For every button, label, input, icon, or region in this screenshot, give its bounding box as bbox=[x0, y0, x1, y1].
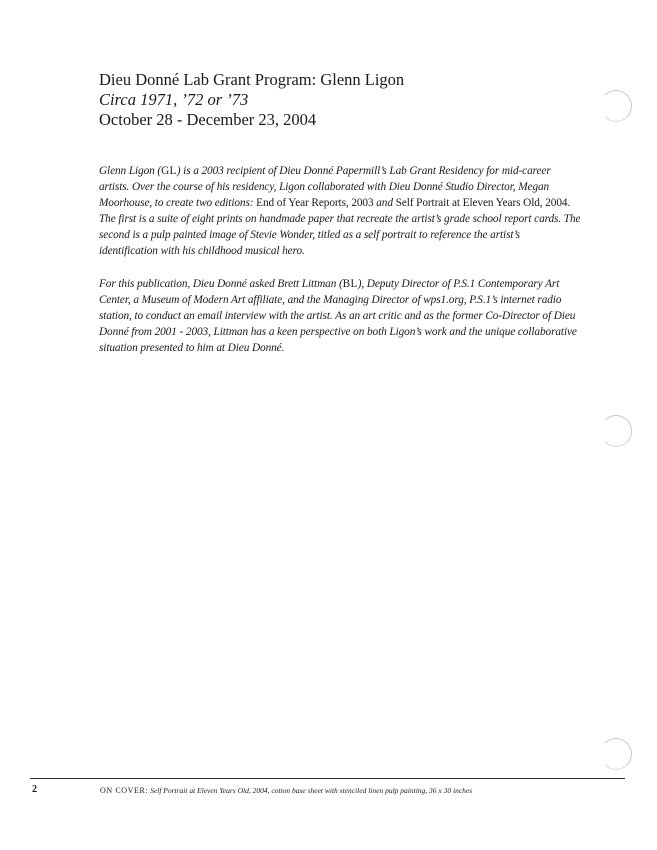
caption-label: ON COVER: bbox=[100, 786, 149, 795]
binder-hole-icon bbox=[600, 90, 632, 122]
page-title: Dieu Donné Lab Grant Program: Glenn Ligon bbox=[99, 70, 405, 89]
publication-paragraph: For this publication, Dieu Donné asked Brett Littman (BL), Deputy Director of P.S.1 Contemporary Art Center, a Museum of Modern Art affiliate, and the Managing Director of wps1.org, P.S.1’s internet radio station, to conduct an email interview with the artist. As an art critic and as the former Co-Director of Dieu Donné from 2001 - 2003, Littman has a keen perspective on both Ligon’s work and the unique collaborative situation presented to him at Dieu Donné. bbox=[99, 278, 577, 354]
exhibition-dates: October 28 - December 23, 2004 bbox=[99, 110, 317, 129]
binder-hole-icon bbox=[600, 738, 632, 770]
page-header bbox=[99, 70, 404, 130]
page-number: 2 bbox=[32, 784, 37, 795]
footer-divider bbox=[30, 778, 625, 779]
cover-caption bbox=[100, 786, 472, 795]
binder-hole-icon bbox=[600, 415, 632, 447]
body-text bbox=[99, 163, 581, 373]
page-subtitle: Circa 1971, ’72 or ’73 bbox=[99, 90, 249, 109]
intro-paragraph: Glenn Ligon (GL) is a 2003 recipient of Dieu Donné Papermill’s Lab Grant Residency for mid-career artists. Over the course of his residency, Ligon collaborated with Dieu Donné Studio Director, Megan Moorhouse, to create two editions: End of Year Reports, 2003 and Self Portrait at Eleven Years Old, 2004. The first is a suite of eight prints on handmade paper that recreate the artist’s grade school report cards. The second is a pulp painted image of Stevie Wonder, titled as a self portrait to reference the artist’s identification with his childhood musical hero. bbox=[99, 165, 581, 257]
caption-text: Self Portrait at Eleven Years Old, 2004, cotton base sheet with stenciled linen pulp painting, 36 x 30 inches bbox=[150, 786, 473, 795]
